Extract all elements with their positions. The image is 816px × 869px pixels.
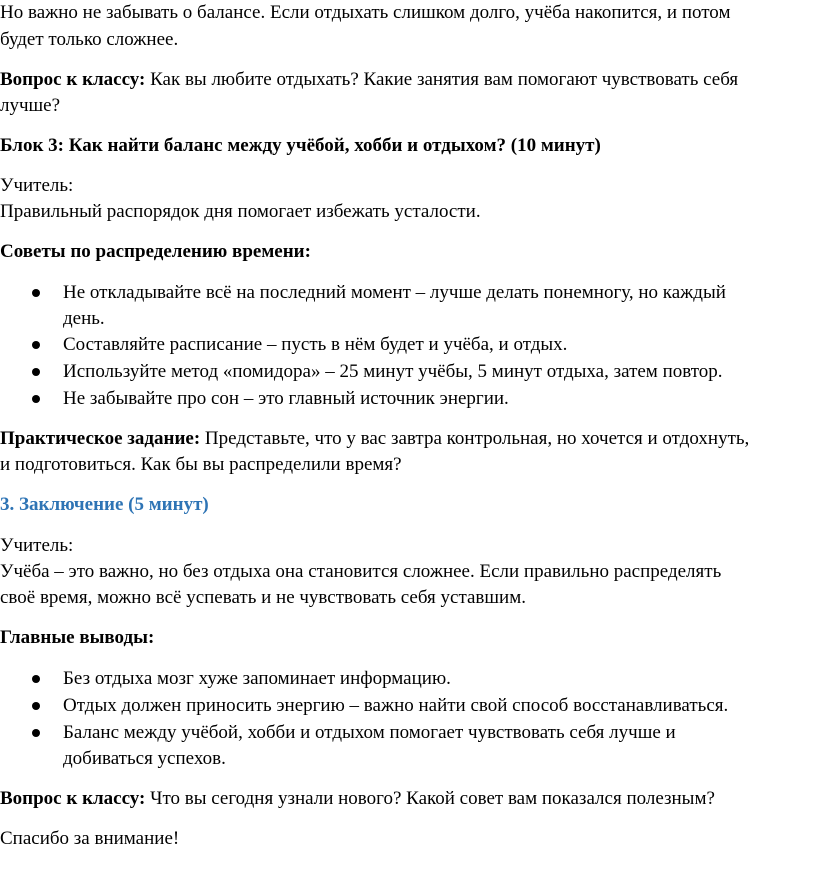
bullet-icon [32, 368, 40, 376]
findings-heading: Главные выводы: [0, 627, 155, 648]
bullet-icon [32, 675, 40, 683]
block-3-teacher-label: Учитель: [0, 175, 74, 196]
tip-1-line-1: Не откладывайте всё на последний момент – лучше делать понемногу, но каждый [63, 282, 726, 303]
finding-2: Отдых должен приносить энергию – важно найти свой способ восстанавливаться. [63, 695, 729, 716]
intro-line-1: Но важно не забывать о балансе. Если отдыхать слишком долго, учёба накопится, и потом [0, 2, 731, 23]
practical-text: Представьте, что у вас завтра контрольная, но хочется и отдохнуть, [200, 428, 750, 449]
practical-line-2: и подготовиться. Как бы вы распределили время? [0, 454, 402, 475]
bullet-icon [32, 341, 40, 349]
bullet-icon [32, 702, 40, 710]
question-1-line-1 [0, 69, 738, 91]
tip-1-line-2: день. [63, 308, 105, 329]
tip-3: Используйте метод «помидора» – 25 минут учёбы, 5 минут отдыха, затем повтор. [63, 361, 723, 382]
bullet-icon [32, 729, 40, 737]
question-1-label: Вопрос к классу: [0, 69, 146, 90]
question-2-text: Что вы сегодня узнали нового? Какой совет вам показался полезным? [145, 788, 715, 809]
conclusion-teacher-label: Учитель: [0, 535, 74, 556]
conclusion-heading: 3. Заключение (5 минут) [0, 494, 209, 515]
practical-line-1 [0, 428, 749, 450]
tips-heading: Советы по распределению времени: [0, 241, 311, 262]
finding-3-line-1: Баланс между учёбой, хобби и отдыхом помогает чувствовать себя лучше и [63, 722, 676, 743]
tip-2: Составляйте расписание – пусть в нём будет и учёба, и отдых. [63, 334, 568, 355]
practical-label: Практическое задание: [0, 428, 201, 449]
question-1-line-2: лучше? [0, 95, 61, 116]
closing-text: Спасибо за внимание! [0, 828, 180, 849]
finding-1: Без отдыха мозг хуже запоминает информацию. [63, 668, 451, 689]
question-2-line [0, 788, 715, 810]
conclusion-teacher-line-2: своё время, можно всё успевать и не чувствовать себя уставшим. [0, 587, 526, 608]
finding-3-line-2: добиваться успехов. [63, 748, 226, 769]
conclusion-teacher-line-1: Учёба – это важно, но без отдыха она становится сложнее. Если правильно распределять [0, 561, 722, 582]
tip-4: Не забывайте про сон – это главный источник энергии. [63, 388, 509, 409]
question-2-label: Вопрос к классу: [0, 788, 146, 809]
bullet-icon [32, 289, 40, 297]
intro-line-2: будет только сложнее. [0, 29, 179, 50]
question-1-text: Как вы любите отдыхать? Какие занятия вам помогают чувствовать себя [145, 69, 739, 90]
block-3-teacher-text: Правильный распорядок дня помогает избежать усталости. [0, 201, 481, 222]
block-3-heading: Блок 3: Как найти баланс между учёбой, хобби и отдыхом? (10 минут) [0, 135, 601, 156]
bullet-icon [32, 395, 40, 403]
